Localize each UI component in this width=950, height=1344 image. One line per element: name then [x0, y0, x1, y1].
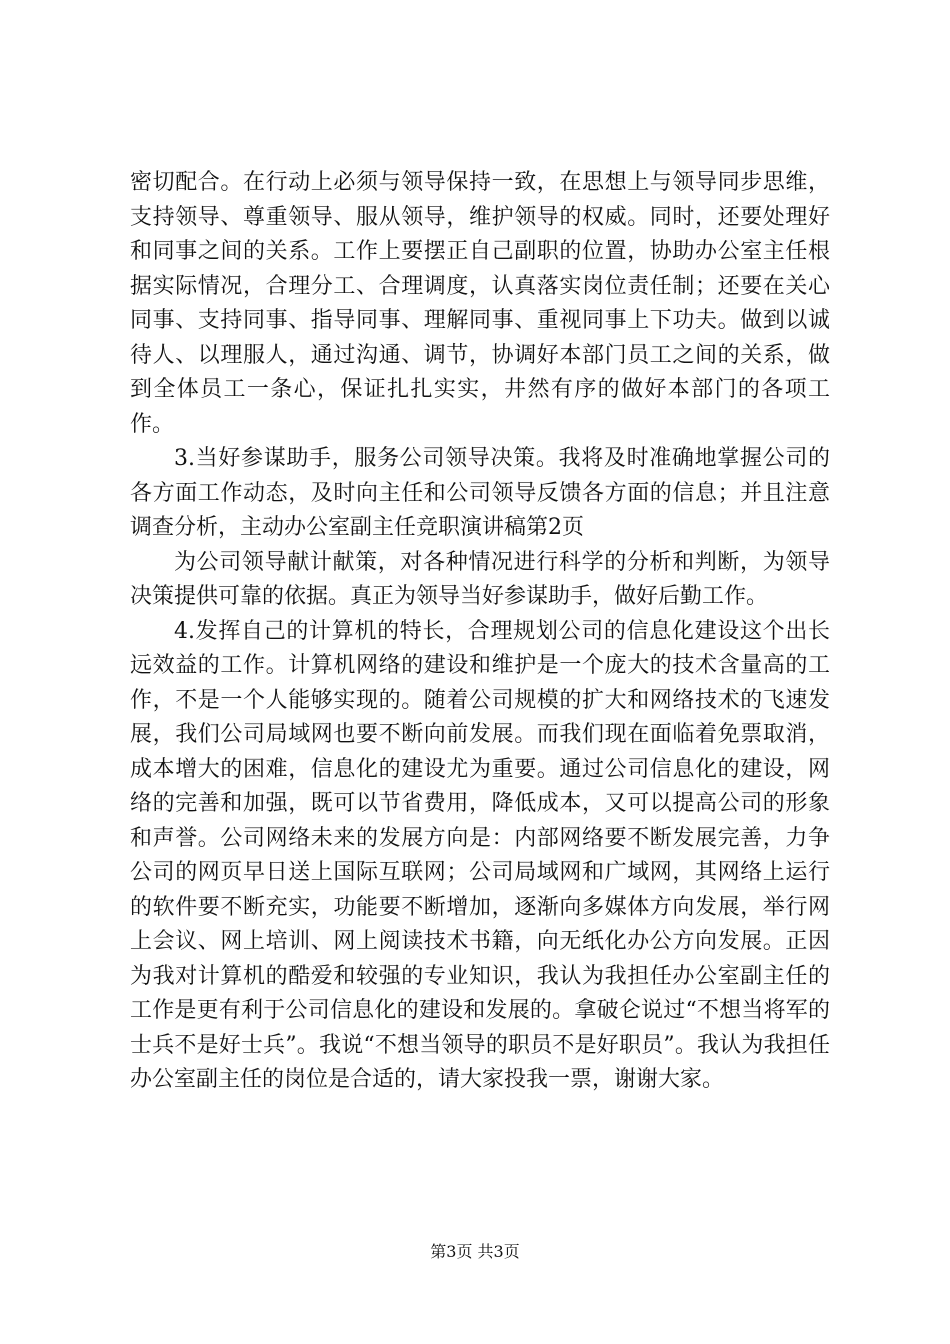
page-footer: 第3页 共3页 [430, 1242, 520, 1261]
paragraph-1: 密切配合。在行动上必须与领导保持一致，在思想上与领导同步思维，支持领导、尊重领导、服从领导，维护领导的权威。同时，还要处理好和同事之间的关系。工作上要摆正自己副职的位置，协助办公室主任根据实际情况，合理分工、合理调度，认真落实岗位责任制；还要在关心同事、支持同事、指导同事、理解同事、重视同事上下功夫。做到以诚待人、以理服人，通过沟通、调节，协调好本部门员工之间的关系，做到全体员工一条心，保证扎扎实实，井然有序的做好本部门的各项工作。 [130, 170, 830, 437]
paragraph-3: 为公司领导献计献策，对各种情况进行科学的分析和判断，为领导决策提供可靠的依据。真正为领导当好参谋助手，做好后勤工作。 [130, 549, 830, 609]
paragraph-2: 3.当好参谋助手，服务公司领导决策。我将及时准确地掌握公司的各方面工作动态，及时向主任和公司领导反馈各方面的信息；并且注意调查分析，主动办公室副主任竞职演讲稿第2页 [130, 446, 830, 540]
paragraph-4: 4.发挥自己的计算机的特长，合理规划公司的信息化建设这个出长远效益的工作。计算机网络的建设和维护是一个庞大的技术含量高的工作，不是一个人能够实现的。随着公司规模的扩大和网络技术的飞速发展，我们公司局域网也要不断向前发展。而我们现在面临着免票取消，成本增大的困难，信息化的建设尤为重要。通过公司信息化的建设，网络的完善和加强，既可以节省费用，降低成本，又可以提高公司的形象和声誉。公司网络未来的发展方向是：内部网络要不断发展完善，力争公司的网页早日送上国际互联网；公司局域网和广域网，其网络上运行的软件要不断充实，功能要不断增加，逐渐向多媒体方向发展，举行网上会议、网上培训、网上阅读技术书籍，向无纸化办公方向发展。正因为我对计算机的酷爱和较强的专业知识，我认为我担任办公室副主任的工作是更有利于公司信息化的建设和发展的。拿破仑说过“不想当将军的士兵不是好士兵”。我说“不想当领导的职员不是好职员”。我认为我担任办公室副主任的岗位是合适的，请大家投我一票，谢谢大家。 [130, 618, 830, 1092]
document-body [130, 166, 830, 1098]
